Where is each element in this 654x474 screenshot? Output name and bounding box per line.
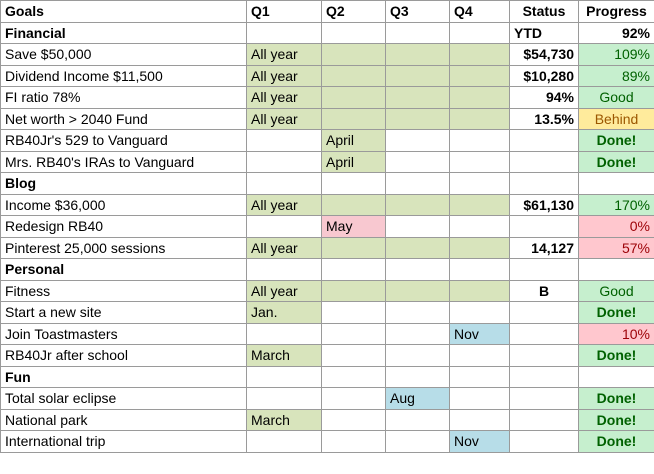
q2-cell[interactable] xyxy=(322,237,386,259)
q4-cell[interactable] xyxy=(450,22,510,44)
q4-cell[interactable] xyxy=(450,173,510,195)
status-cell[interactable] xyxy=(510,345,579,367)
progress-cell[interactable]: Done! xyxy=(579,409,654,431)
q1-cell[interactable]: March xyxy=(247,409,322,431)
progress-cell[interactable] xyxy=(579,259,654,281)
q2-cell[interactable]: April xyxy=(322,130,386,152)
goal-cell[interactable]: Income $36,000 xyxy=(1,194,247,216)
q3-cell[interactable] xyxy=(386,237,450,259)
status-cell[interactable] xyxy=(510,323,579,345)
goal-cell[interactable]: Net worth > 2040 Fund xyxy=(1,108,247,130)
q4-cell[interactable]: Nov xyxy=(450,323,510,345)
goal-cell[interactable]: Personal xyxy=(1,259,247,281)
q2-cell[interactable] xyxy=(322,388,386,410)
status-cell[interactable] xyxy=(510,151,579,173)
q4-cell[interactable] xyxy=(450,108,510,130)
status-cell[interactable] xyxy=(510,431,579,453)
q4-cell[interactable] xyxy=(450,194,510,216)
goal-cell[interactable]: Save $50,000 xyxy=(1,44,247,66)
q1-cell[interactable]: All year xyxy=(247,87,322,109)
table-row xyxy=(1,65,654,87)
q2-cell[interactable] xyxy=(322,366,386,388)
q1-cell[interactable] xyxy=(247,151,322,173)
q2-cell[interactable] xyxy=(322,323,386,345)
progress-cell[interactable]: 109% xyxy=(579,44,654,66)
goal-cell[interactable]: Pinterest 25,000 sessions xyxy=(1,237,247,259)
q1-cell[interactable]: All year xyxy=(247,108,322,130)
q3-cell[interactable] xyxy=(386,366,450,388)
goal-cell[interactable]: Fun xyxy=(1,366,247,388)
table-row xyxy=(1,345,654,367)
q3-cell[interactable] xyxy=(386,345,450,367)
q2-cell[interactable]: May xyxy=(322,216,386,238)
header-q1[interactable]: Q1 xyxy=(247,1,322,23)
header-status[interactable]: Status xyxy=(510,1,579,23)
q2-cell[interactable] xyxy=(322,409,386,431)
q3-cell[interactable] xyxy=(386,65,450,87)
q4-cell[interactable] xyxy=(450,87,510,109)
goal-cell[interactable]: Join Toastmasters xyxy=(1,323,247,345)
progress-cell[interactable]: Done! xyxy=(579,345,654,367)
status-cell[interactable] xyxy=(510,366,579,388)
q3-cell[interactable] xyxy=(386,216,450,238)
status-cell[interactable]: B xyxy=(510,280,579,302)
table-row xyxy=(1,108,654,130)
q2-cell[interactable] xyxy=(322,65,386,87)
status-cell[interactable] xyxy=(510,216,579,238)
progress-cell[interactable]: 57% xyxy=(579,237,654,259)
q3-cell[interactable] xyxy=(386,173,450,195)
goal-cell[interactable]: Financial xyxy=(1,22,247,44)
q1-cell[interactable] xyxy=(247,173,322,195)
progress-cell[interactable] xyxy=(579,366,654,388)
status-cell[interactable]: 14,127 xyxy=(510,237,579,259)
q1-cell[interactable]: All year xyxy=(247,237,322,259)
q1-cell[interactable] xyxy=(247,130,322,152)
q4-cell[interactable] xyxy=(450,280,510,302)
q3-cell[interactable] xyxy=(386,87,450,109)
status-cell[interactable]: $10,280 xyxy=(510,65,579,87)
goal-cell[interactable]: Mrs. RB40's IRAs to Vanguard xyxy=(1,151,247,173)
progress-cell[interactable]: Done! xyxy=(579,302,654,324)
section-row xyxy=(1,366,654,388)
header-goals[interactable]: Goals xyxy=(1,1,247,23)
q2-cell[interactable] xyxy=(322,280,386,302)
table-row xyxy=(1,216,654,238)
status-cell[interactable] xyxy=(510,173,579,195)
goal-cell[interactable]: Total solar eclipse xyxy=(1,388,247,410)
goal-cell[interactable]: Fitness xyxy=(1,280,247,302)
table-row xyxy=(1,130,654,152)
progress-cell[interactable]: 89% xyxy=(579,65,654,87)
q2-cell[interactable]: April xyxy=(322,151,386,173)
q4-cell[interactable]: Nov xyxy=(450,431,510,453)
q3-cell[interactable]: Aug xyxy=(386,388,450,410)
goal-cell[interactable]: Start a new site xyxy=(1,302,247,324)
table-row xyxy=(1,302,654,324)
status-cell[interactable] xyxy=(510,388,579,410)
goal-cell[interactable]: International trip xyxy=(1,431,247,453)
q2-cell[interactable] xyxy=(322,173,386,195)
section-row xyxy=(1,259,654,281)
q2-cell[interactable] xyxy=(322,302,386,324)
table-row xyxy=(1,280,654,302)
progress-cell[interactable]: 170% xyxy=(579,194,654,216)
q3-cell[interactable] xyxy=(386,194,450,216)
header-q4[interactable]: Q4 xyxy=(450,1,510,23)
status-cell[interactable]: 13.5% xyxy=(510,108,579,130)
q1-cell[interactable]: All year xyxy=(247,44,322,66)
q4-cell[interactable] xyxy=(450,65,510,87)
q4-cell[interactable] xyxy=(450,151,510,173)
q3-cell[interactable] xyxy=(386,44,450,66)
q1-cell[interactable] xyxy=(247,323,322,345)
goal-cell[interactable]: Redesign RB40 xyxy=(1,216,247,238)
q3-cell[interactable] xyxy=(386,151,450,173)
progress-cell[interactable]: 0% xyxy=(579,216,654,238)
q3-cell[interactable] xyxy=(386,323,450,345)
q3-cell[interactable] xyxy=(386,280,450,302)
q1-cell[interactable]: All year xyxy=(247,194,322,216)
q4-cell[interactable] xyxy=(450,366,510,388)
progress-cell[interactable]: Behind xyxy=(579,108,654,130)
q2-cell[interactable] xyxy=(322,108,386,130)
q4-cell[interactable] xyxy=(450,302,510,324)
q2-cell[interactable] xyxy=(322,194,386,216)
q1-cell[interactable] xyxy=(247,366,322,388)
table-row xyxy=(1,323,654,345)
table-row xyxy=(1,44,654,66)
q1-cell[interactable]: All year xyxy=(247,280,322,302)
q1-cell[interactable]: All year xyxy=(247,65,322,87)
goal-cell[interactable]: Dividend Income $11,500 xyxy=(1,65,247,87)
progress-cell[interactable]: 92% xyxy=(579,22,654,44)
status-cell[interactable]: $61,130 xyxy=(510,194,579,216)
q4-cell[interactable] xyxy=(450,259,510,281)
table-row xyxy=(1,194,654,216)
goal-cell[interactable]: Blog xyxy=(1,173,247,195)
q3-cell[interactable] xyxy=(386,302,450,324)
progress-cell[interactable]: Done! xyxy=(579,431,654,453)
progress-cell[interactable]: Done! xyxy=(579,388,654,410)
progress-cell[interactable]: 10% xyxy=(579,323,654,345)
header-q3[interactable]: Q3 xyxy=(386,1,450,23)
q2-cell[interactable] xyxy=(322,22,386,44)
q3-cell[interactable] xyxy=(386,259,450,281)
q2-cell[interactable] xyxy=(322,431,386,453)
goals-table-body xyxy=(1,1,654,453)
status-cell[interactable]: $54,730 xyxy=(510,44,579,66)
q1-cell[interactable] xyxy=(247,259,322,281)
q4-cell[interactable] xyxy=(450,388,510,410)
status-cell[interactable]: YTD xyxy=(510,22,579,44)
section-row xyxy=(1,22,654,44)
header-row xyxy=(1,1,654,23)
table-row xyxy=(1,151,654,173)
q4-cell[interactable] xyxy=(450,216,510,238)
table-row xyxy=(1,87,654,109)
progress-cell[interactable]: Good xyxy=(579,87,654,109)
q2-cell[interactable] xyxy=(322,345,386,367)
progress-cell[interactable]: Done! xyxy=(579,151,654,173)
q4-cell[interactable] xyxy=(450,409,510,431)
status-cell[interactable] xyxy=(510,302,579,324)
table-row xyxy=(1,237,654,259)
q3-cell[interactable] xyxy=(386,409,450,431)
goal-cell[interactable]: RB40Jr after school xyxy=(1,345,247,367)
q1-cell[interactable]: Jan. xyxy=(247,302,322,324)
table-row xyxy=(1,431,654,453)
q2-cell[interactable] xyxy=(322,87,386,109)
status-cell[interactable] xyxy=(510,259,579,281)
q4-cell[interactable] xyxy=(450,130,510,152)
q2-cell[interactable] xyxy=(322,44,386,66)
q3-cell[interactable] xyxy=(386,130,450,152)
table-row xyxy=(1,388,654,410)
q4-cell[interactable] xyxy=(450,345,510,367)
q1-cell[interactable]: March xyxy=(247,345,322,367)
status-cell[interactable]: 94% xyxy=(510,87,579,109)
q1-cell[interactable] xyxy=(247,388,322,410)
q1-cell[interactable] xyxy=(247,22,322,44)
goal-cell[interactable]: RB40Jr's 529 to Vanguard xyxy=(1,130,247,152)
q1-cell[interactable] xyxy=(247,431,322,453)
status-cell[interactable] xyxy=(510,130,579,152)
progress-cell[interactable] xyxy=(579,173,654,195)
q3-cell[interactable] xyxy=(386,431,450,453)
q2-cell[interactable] xyxy=(322,259,386,281)
q3-cell[interactable] xyxy=(386,108,450,130)
header-q2[interactable]: Q2 xyxy=(322,1,386,23)
table-row xyxy=(1,409,654,431)
section-row xyxy=(1,173,654,195)
progress-cell[interactable]: Done! xyxy=(579,130,654,152)
progress-cell[interactable]: Good xyxy=(579,280,654,302)
q4-cell[interactable] xyxy=(450,44,510,66)
q4-cell[interactable] xyxy=(450,237,510,259)
goal-cell[interactable]: National park xyxy=(1,409,247,431)
header-progress[interactable]: Progress xyxy=(579,1,654,23)
status-cell[interactable] xyxy=(510,409,579,431)
q1-cell[interactable] xyxy=(247,216,322,238)
q3-cell[interactable] xyxy=(386,22,450,44)
goal-cell[interactable]: FI ratio 78% xyxy=(1,87,247,109)
